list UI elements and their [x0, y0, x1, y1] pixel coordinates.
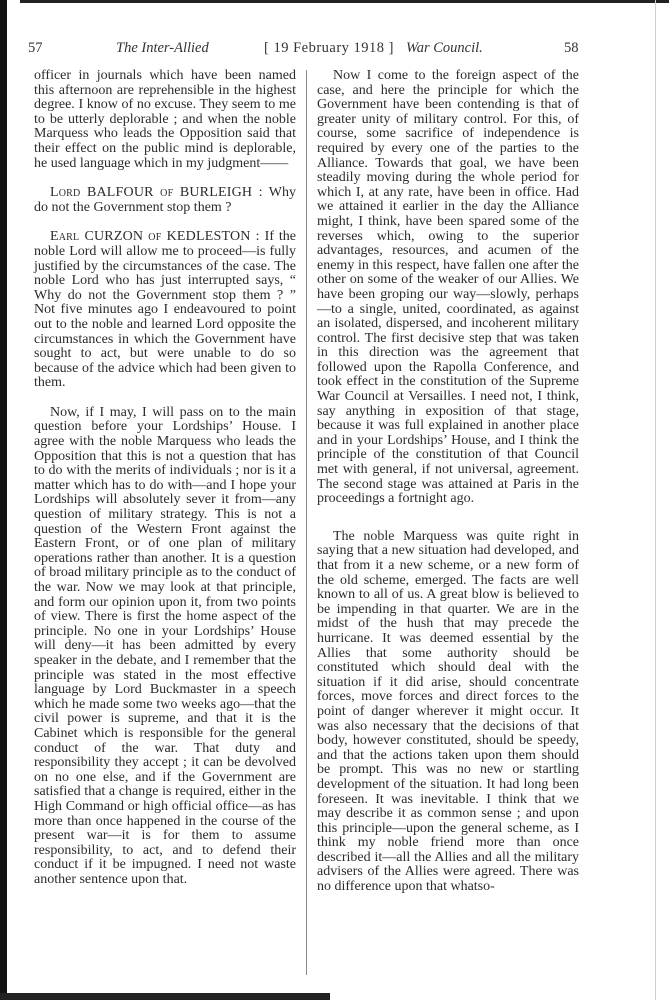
- header-title-part1: The Inter-Allied: [116, 40, 209, 56]
- scan-edge-top: [20, 0, 669, 3]
- paragraph-continuation: officer in journals which have been named this afternoon are reprehensible in the highest degree. I know of no excuse. They seem to me to be utterly deplorable ; and when the noble Marquess who leads the Opposition said that their effect on the public mind is deplorable, he used language which in my judgment——: [34, 68, 296, 171]
- speech-text: Why do not the Government stop them ?: [34, 185, 297, 215]
- right-page-number: 58: [564, 40, 579, 56]
- scan-edge-bottom: [0, 993, 330, 1000]
- paragraph-curzon-speech: [34, 230, 296, 391]
- speaker-name: Lord BALFOUR of BURLEIGH :: [50, 185, 263, 201]
- paragraph-home-aspect: Now, if I may, I will pass on to the main question before your Lordships’ House. I agree with the noble Marquess who leads the Opposition that this is not a question that has to do with the merits of individuals ; nor is it a matter which has to do with—and I hope your Lordships will absolutely sever it from—any question of military strategy. This is not a question of the Western Front against the Eastern Front, or of one plan of military operations rather than another. It is a question of broad military principle as to the conduct of the war. Now we may look at that principle, and form our opinion upon it, from two points of view. There is first the home aspect of the principle. No one in your Lordships’ House will deny—it has been admitted by every speaker in the debate, and I remember that the principle was stated in the most effective language by Lord Buckmaster in a speech which he made some two weeks ago—that the civil power is supreme, and that it is the Cabinet which is responsible for the general conduct of the war. That duty and responsibility they accept ; it can be devolved on no one else, and if the Government are satisfied that a change is required, either in the High Command or high official office—as has more than once happened in the course of the present war—it is for them to assume responsibility, to act, and to defend their conduct if it be impugned. I need not waste another sentence upon that.: [34, 404, 296, 887]
- left-column: [34, 69, 296, 887]
- right-column: [317, 69, 579, 895]
- paragraph-new-situation: The noble Marquess was quite right in saying that a new situation had developed, and that from it a new scheme, or a new form of the old scheme, emerged. The facts are well known to all of us. A great blow is believed to be impending in that quarter. We are in the midst of the hush that may precede the hurricane. It was deemed essential by the Allies that some authority should be constituted which should deal with the situation if it did arise, should concentrate forces, move forces and direct forces to the point of danger wherever it might occur. It was also necessary that the decisions of that body, however constituted, should be speedy, and that the actions taken upon them should be prompt. This was no new or startling development of the situation. It had long been foreseen. It was inevitable. I think that we may describe it as common sense ; and upon this principle—upon the general scheme, as I think my noble friend more than once described it—all the Allies and all the military advisers of the Allies were agreed. There was no difference upon that whatso-: [317, 528, 579, 895]
- paragraph-balfour-interjection: [34, 186, 296, 215]
- page-edge-right: [655, 0, 656, 1000]
- left-page-number: 57: [28, 40, 43, 56]
- speaker-name: Earl CURZON of KEDLESTON :: [50, 229, 260, 245]
- running-header: [28, 40, 598, 62]
- column-divider: [306, 70, 307, 975]
- header-date: [ 19 February 1918 ]: [264, 40, 395, 56]
- speech-text: If the noble Lord will allow me to proceed—is fully justified by the circumstances of the case. The noble Lord who has just interrupted says, “ Why do not the Government stop them ? ” Not five minutes ago I endeavoured to point out to the noble and learned Lord opposite the circumstances in which the Government have sought to act, but were unable to do so because of the advice which had been given to them.: [34, 229, 296, 391]
- header-title-part2: War Council.: [406, 40, 483, 56]
- scan-edge-left: [0, 0, 7, 1000]
- paragraph-foreign-aspect: Now I come to the foreign aspect of the case, and here the principle for which the Government have been contending is that of greater unity of military control. For this, of course, some sacrifice of independence is required by every one of the parties to the Alliance. Towards that goal, we have been steadily moving during the whole period for which I, at any rate, have been in office. Had we attained it earlier in the day the Alliance might, I think, have been spared some of the reverses which, owing to the superior advantages, resources, and acumen of the enemy in this respect, have fallen one after the other on some of the weaker of our Allies. We have been groping our way—slowly, perhaps—to a single, united, coordinated, as against an isolated, dispersed, and incoherent military control. The first decisive step that was taken in this direction was the agreement that followed upon the Rapolla Conference, and took effect in the constitution of the Supreme War Council at Versailles. I need not, I think, say anything in exposition of that stage, because it was full explained in another place and in your Lordships’ House, and I think the principle of the constitution of that Council met with general, if not universal, agreement. The second stage was attained at Paris in the proceedings a fortnight ago.: [317, 68, 579, 507]
